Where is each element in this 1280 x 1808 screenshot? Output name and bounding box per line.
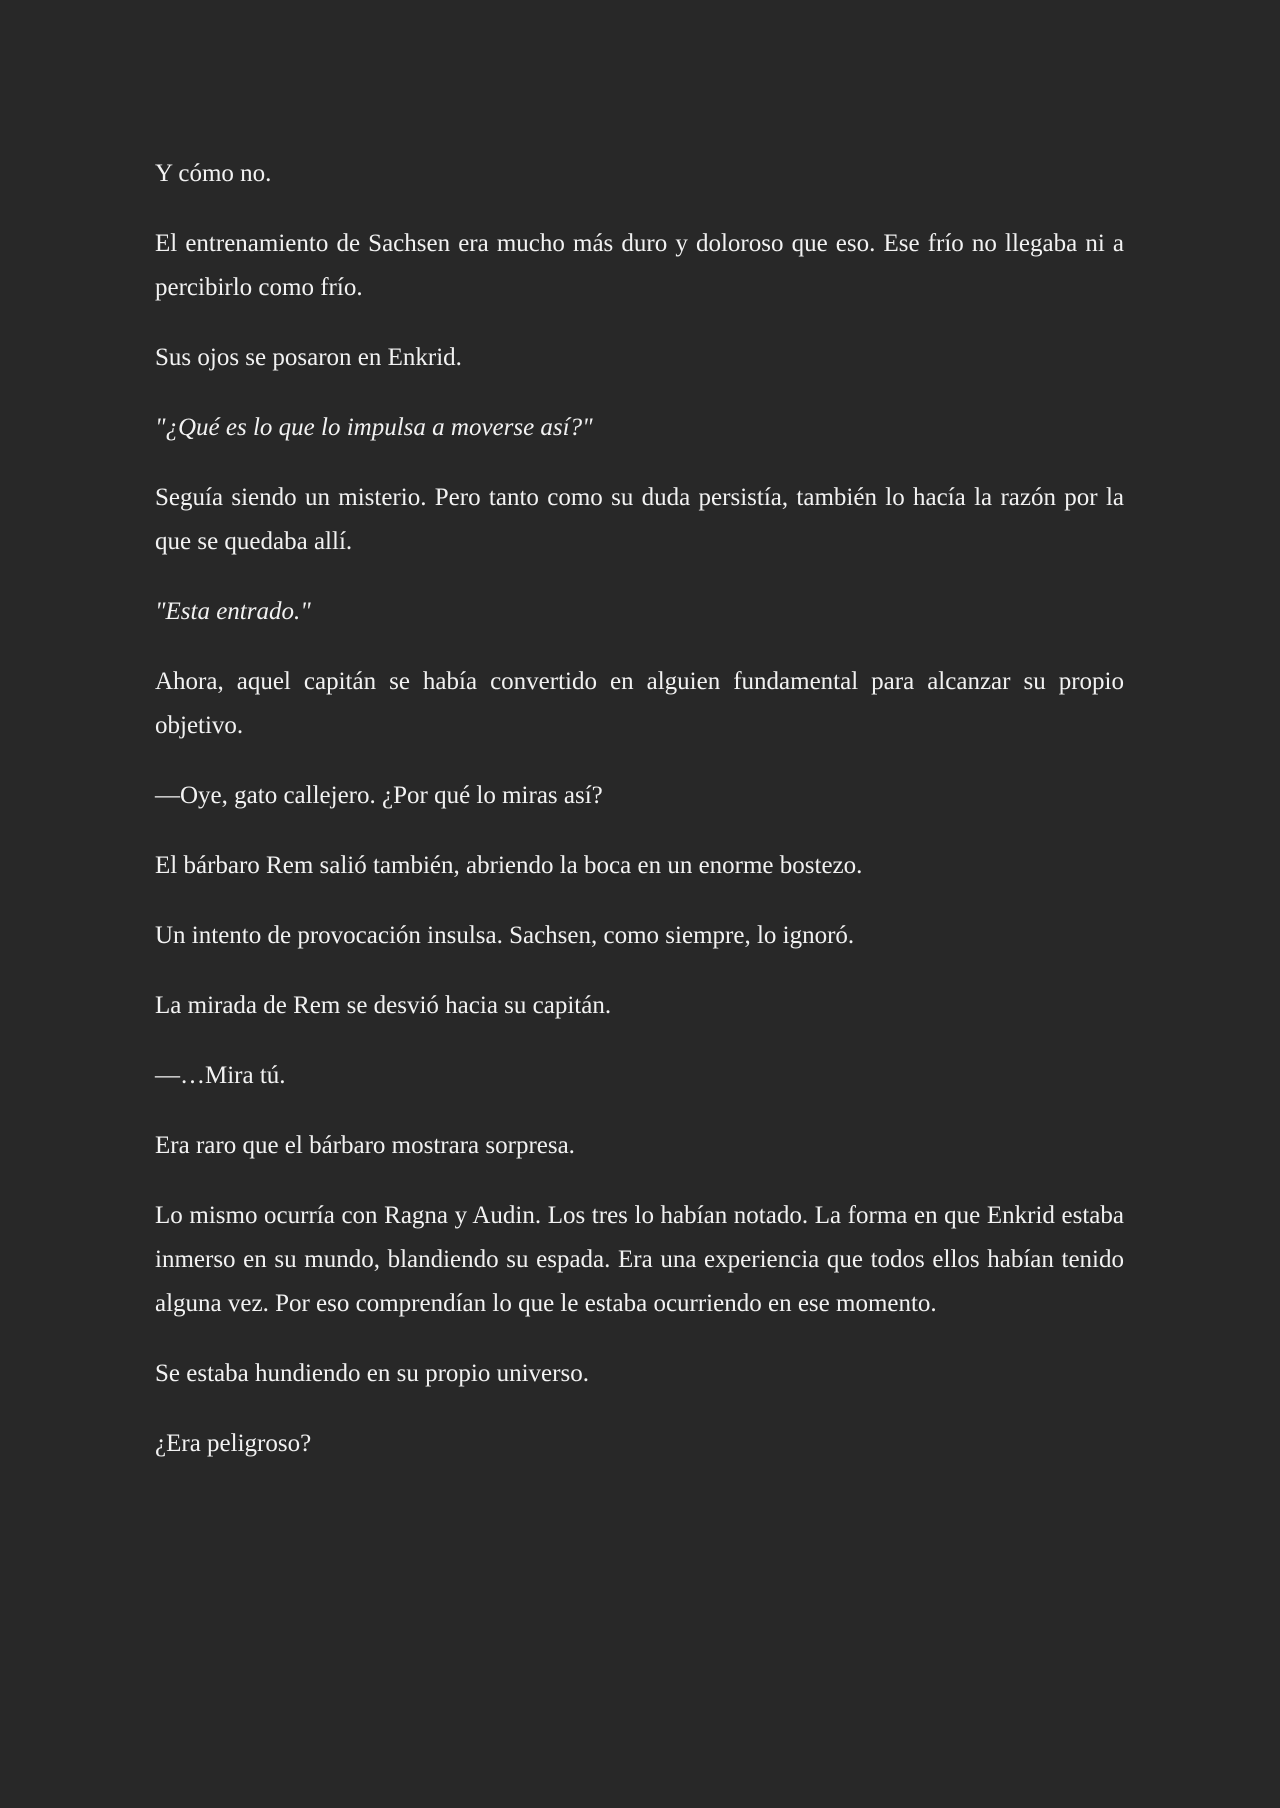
chapter-text: [155, 152, 1124, 1492]
paragraph: Sus ojos se posaron en Enkrid.: [155, 344, 462, 371]
paragraph: Era raro que el bárbaro mostrara sorpresa.: [155, 1132, 575, 1159]
paragraph: Un intento de provocación insulsa. Sachsen, como siempre, lo ignoró.: [155, 922, 855, 949]
dialogue-paragraph: —Oye, gato callejero. ¿Por qué lo miras así?: [155, 782, 603, 809]
dialogue-paragraph: —…Mira tú.: [155, 1062, 286, 1089]
thought-paragraph: "¿Qué es lo que lo impulsa a moverse así?": [155, 414, 593, 441]
paragraph: El bárbaro Rem salió también, abriendo la boca en un enorme bostezo.: [155, 852, 863, 879]
paragraph: Se estaba hundiendo en su propio universo.: [155, 1360, 589, 1387]
paragraph: Ahora, aquel capitán se había convertido en alguien fundamental para alcanzar su propio objetivo.: [155, 668, 1124, 739]
paragraph: El entrenamiento de Sachsen era mucho más duro y doloroso que eso. Ese frío no llegaba ni a percibirlo como frío.: [155, 230, 1124, 301]
thought-paragraph: "Esta entrado.": [155, 598, 311, 625]
paragraph: La mirada de Rem se desvió hacia su capitán.: [155, 992, 612, 1019]
paragraph: Seguía siendo un misterio. Pero tanto como su duda persistía, también lo hacía la razón por la que se quedaba allí.: [155, 484, 1124, 555]
paragraph: Lo mismo ocurría con Ragna y Audin. Los tres lo habían notado. La forma en que Enkrid estaba inmerso en su mundo, blandiendo su espada. Era una experiencia que todos ellos habían tenido alguna vez. Por eso comprendían lo que le estaba ocurriendo en ese momento.: [155, 1202, 1124, 1317]
paragraph: ¿Era peligroso?: [155, 1430, 312, 1457]
paragraph: Y cómo no.: [155, 160, 272, 187]
